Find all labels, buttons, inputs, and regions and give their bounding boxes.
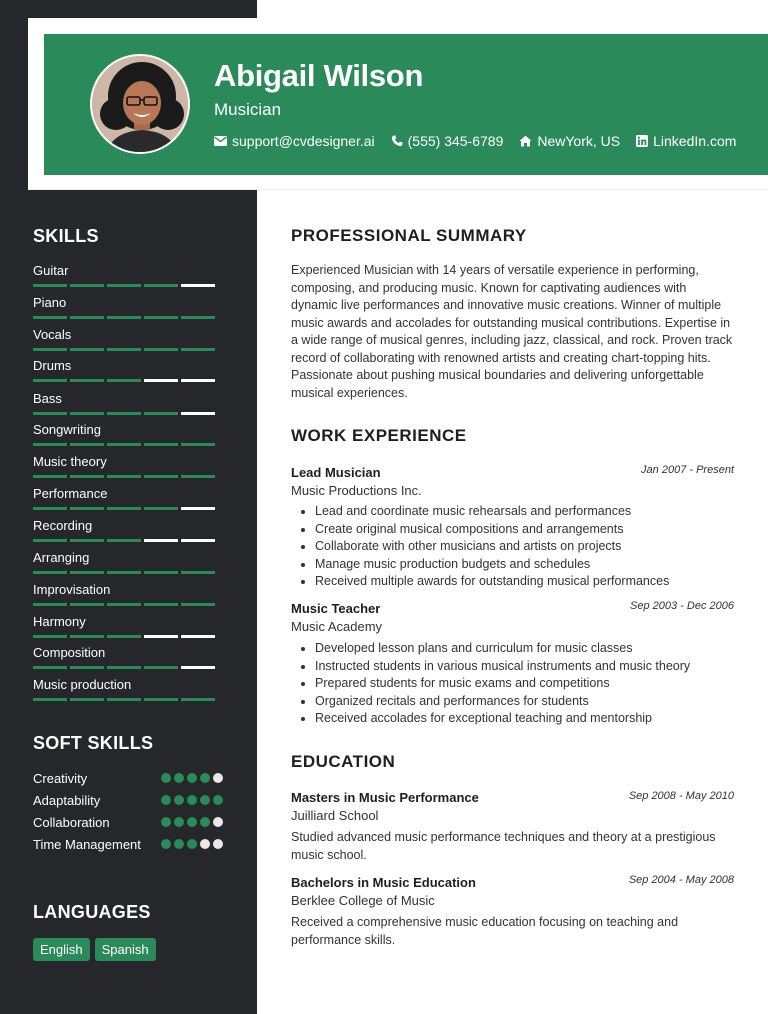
rating-dot-empty: [213, 817, 223, 827]
school-name: Juilliard School: [291, 808, 379, 823]
skill-bar-filled: [107, 475, 141, 478]
skill-bar-filled: [33, 443, 67, 446]
job-title: Music Teacher: [291, 601, 381, 616]
skill-item: [33, 645, 223, 669]
skill-bar-filled: [144, 316, 178, 319]
rating-dot-filled: [174, 817, 184, 827]
skill-bar-filled: [144, 603, 178, 606]
rating-dot-empty: [213, 773, 223, 783]
skill-bar-filled: [144, 698, 178, 701]
contact-linkedin[interactable]: [636, 133, 736, 149]
skill-name: Performance: [33, 486, 108, 501]
skill-bar-filled: [107, 316, 141, 319]
soft-skill-item: [33, 813, 223, 832]
rating-dot-filled: [213, 795, 223, 805]
skill-item: [33, 486, 223, 510]
skill-bar-filled: [181, 698, 215, 701]
rating-dot-filled: [200, 795, 210, 805]
skill-item: [33, 582, 223, 606]
skill-bar-filled: [33, 635, 67, 638]
rating-dot-filled: [187, 773, 197, 783]
skill-bar-filled: [70, 698, 104, 701]
skill-name: Composition: [33, 645, 106, 660]
skill-bar-filled: [33, 603, 67, 606]
soft-skill-item: [33, 769, 223, 788]
contact-email-text: support@cvdesigner.ai: [232, 133, 375, 149]
skill-item: [33, 550, 223, 574]
skill-bar-filled: [70, 603, 104, 606]
duty-item: Instructed students in various musical instruments and music theory: [315, 658, 745, 676]
skill-bar-filled: [70, 539, 104, 542]
skill-level-bar: [33, 635, 223, 638]
skill-bar-filled: [33, 539, 67, 542]
job-title: Lead Musician: [291, 465, 381, 480]
language-tag: Spanish: [95, 938, 156, 961]
skill-bar-filled: [107, 635, 141, 638]
skill-item: [33, 518, 223, 542]
linkedin-icon: [636, 135, 648, 147]
skill-bar-filled: [144, 666, 178, 669]
skill-level-bar: [33, 379, 223, 382]
contact-phone-text: (555) 345-6789: [407, 133, 504, 149]
skill-level-bar: [33, 666, 223, 669]
skill-item: [33, 422, 223, 446]
skill-item: [33, 263, 223, 287]
soft-skill-item: [33, 835, 223, 854]
skill-bar-filled: [181, 603, 215, 606]
skill-bar-filled: [181, 443, 215, 446]
job-dates: Jan 2007 - Present: [641, 464, 734, 476]
skill-bar-filled: [33, 412, 67, 415]
rating-dot-filled: [174, 795, 184, 805]
soft-skill-rating: [161, 795, 223, 805]
skill-bar-filled: [107, 571, 141, 574]
skill-bar-filled: [144, 284, 178, 287]
skill-level-bar: [33, 412, 223, 415]
portrait-illustration: [92, 56, 190, 154]
skill-level-bar: [33, 698, 223, 701]
skill-bar-filled: [33, 284, 67, 287]
skill-bar-filled: [70, 475, 104, 478]
skill-item: [33, 391, 223, 415]
skill-bar-empty: [144, 379, 178, 382]
degree-title: Bachelors in Music Education: [291, 875, 476, 890]
skill-name: Arranging: [33, 550, 90, 565]
skill-item: [33, 295, 223, 319]
skill-level-bar: [33, 348, 223, 351]
rating-dot-filled: [187, 795, 197, 805]
skill-bar-filled: [70, 571, 104, 574]
skill-bar-filled: [70, 348, 104, 351]
skill-level-bar: [33, 539, 223, 542]
soft-skill-item: [33, 791, 223, 810]
skill-bar-filled: [33, 379, 67, 382]
contact-location: [519, 133, 620, 149]
rating-dot-filled: [174, 773, 184, 783]
home-icon: [519, 135, 532, 147]
skill-bar-filled: [144, 443, 178, 446]
envelope-icon: [214, 136, 227, 146]
skill-bar-empty: [181, 507, 215, 510]
skill-bar-filled: [70, 284, 104, 287]
contact-bar: [214, 133, 736, 149]
duty-item: Received multiple awards for outstanding musical performances: [315, 573, 745, 591]
job-organization: Music Productions Inc.: [291, 483, 422, 498]
contact-location-text: NewYork, US: [537, 133, 621, 149]
skill-bar-filled: [33, 316, 67, 319]
skill-name: Vocals: [33, 327, 72, 342]
duty-item: Prepared students for music exams and competitions: [315, 675, 745, 693]
skill-bar-empty: [181, 379, 215, 382]
skill-bar-filled: [107, 379, 141, 382]
soft-skill-name: Time Management: [33, 837, 141, 852]
skill-bar-filled: [70, 443, 104, 446]
rating-dot-filled: [187, 817, 197, 827]
skill-bar-filled: [33, 348, 67, 351]
language-tag: English: [33, 938, 90, 961]
skill-bar-filled: [181, 571, 215, 574]
skill-level-bar: [33, 603, 223, 606]
duty-item: Developed lesson plans and curriculum for music classes: [315, 640, 745, 658]
rating-dot-empty: [200, 839, 210, 849]
skill-item: [33, 358, 223, 382]
skill-name: Recording: [33, 518, 93, 533]
skill-level-bar: [33, 316, 223, 319]
skill-name: Harmony: [33, 614, 86, 629]
skill-bar-filled: [70, 316, 104, 319]
profile-photo: [90, 54, 190, 154]
summary-text: Experienced Musician with 14 years of versatile experience in performing, composing, and producing music. Known for captivating audiences with dynamic live performances and innovative music creations. Winner of multiple music awards and accolades for outstanding musical contributions. Expertise in a wide range of musical genres, including jazz, classical, and rock. Proven track record of collaborating with renowned artists and creating chart-topping hits. Passionate about pushing musical boundaries and delivering unforgettable musical experiences.: [291, 263, 733, 400]
soft-skill-name: Collaboration: [33, 815, 110, 830]
skill-item: [33, 327, 223, 351]
skill-level-bar: [33, 284, 223, 287]
candidate-name: Abigail Wilson: [214, 58, 424, 93]
skill-bar-filled: [70, 666, 104, 669]
candidate-role: Musician: [214, 100, 282, 119]
languages-heading: LANGUAGES: [33, 902, 151, 922]
skill-bar-filled: [144, 507, 178, 510]
duty-item: Collaborate with other musicians and artists on projects: [315, 538, 745, 556]
skill-bar-filled: [70, 412, 104, 415]
job-dates: Sep 2003 - Dec 2006: [630, 600, 734, 612]
contact-email[interactable]: [214, 133, 375, 149]
skill-bar-empty: [181, 412, 215, 415]
skill-name: Bass: [33, 391, 62, 406]
skill-bar-filled: [181, 475, 215, 478]
skill-bar-filled: [107, 603, 141, 606]
skill-bar-filled: [70, 507, 104, 510]
skill-bar-filled: [144, 571, 178, 574]
skill-level-bar: [33, 507, 223, 510]
soft-skills-heading: SOFT SKILLS: [33, 733, 154, 753]
skill-bar-filled: [107, 666, 141, 669]
skill-item: [33, 614, 223, 638]
contact-phone[interactable]: [391, 133, 504, 149]
job-duties: [315, 503, 745, 591]
school-name: Berklee College of Music: [291, 893, 435, 908]
skill-bar-filled: [33, 666, 67, 669]
skill-bar-empty: [181, 635, 215, 638]
skill-level-bar: [33, 443, 223, 446]
skill-bar-empty: [181, 539, 215, 542]
skill-bar-filled: [70, 635, 104, 638]
education-description: Received a comprehensive music education focusing on teaching and performance skills.: [291, 915, 679, 947]
rating-dot-filled: [187, 839, 197, 849]
duty-item: Create original musical compositions and arrangements: [315, 521, 745, 539]
skill-bar-filled: [181, 316, 215, 319]
skill-level-bar: [33, 571, 223, 574]
skill-bar-filled: [107, 348, 141, 351]
summary-heading: PROFESSIONAL SUMMARY: [291, 226, 527, 245]
job-organization: Music Academy: [291, 619, 383, 634]
rating-dot-filled: [161, 773, 171, 783]
header-banner: [44, 34, 768, 175]
duty-item: Manage music production budgets and schedules: [315, 556, 745, 574]
skills-heading: SKILLS: [33, 226, 99, 246]
skill-bar-empty: [144, 635, 178, 638]
skill-item: [33, 454, 223, 478]
skill-name: Songwriting: [33, 422, 101, 437]
phone-icon: [391, 135, 403, 147]
skill-bar-filled: [107, 698, 141, 701]
education-dates: Sep 2004 - May 2008: [628, 874, 734, 886]
skill-bar-filled: [70, 379, 104, 382]
skill-bar-filled: [107, 412, 141, 415]
skill-bar-filled: [144, 348, 178, 351]
skill-bar-filled: [107, 443, 141, 446]
skill-bar-empty: [144, 539, 178, 542]
rating-dot-filled: [200, 817, 210, 827]
skill-bar-filled: [181, 348, 215, 351]
skill-bar-empty: [181, 284, 215, 287]
skill-name: Music theory: [33, 454, 107, 469]
skill-bar-filled: [107, 507, 141, 510]
rating-dot-empty: [213, 839, 223, 849]
skill-bar-filled: [33, 507, 67, 510]
soft-skill-rating: [161, 839, 223, 849]
job-duties: [315, 640, 745, 728]
skill-name: Drums: [33, 358, 72, 373]
duty-item: Lead and coordinate music rehearsals and performances: [315, 503, 745, 521]
duty-item: Received accolades for exceptional teaching and mentorship: [315, 710, 745, 728]
education-dates: Sep 2008 - May 2010: [628, 790, 734, 802]
skill-bar-empty: [181, 666, 215, 669]
rating-dot-filled: [200, 773, 210, 783]
rating-dot-filled: [161, 839, 171, 849]
rating-dot-filled: [174, 839, 184, 849]
skill-name: Guitar: [33, 263, 69, 278]
soft-skill-name: Adaptability: [33, 793, 101, 808]
rating-dot-filled: [161, 817, 171, 827]
skill-bar-filled: [33, 475, 67, 478]
skill-bar-filled: [107, 284, 141, 287]
skill-name: Improvisation: [33, 582, 111, 597]
skill-level-bar: [33, 475, 223, 478]
skill-name: Piano: [33, 295, 67, 310]
duty-item: Organized recitals and performances for students: [315, 693, 745, 711]
skill-bar-filled: [33, 571, 67, 574]
contact-linkedin-text: LinkedIn.com: [653, 133, 737, 149]
skill-bar-filled: [144, 475, 178, 478]
language-list: [33, 938, 156, 961]
skill-bar-filled: [144, 412, 178, 415]
skill-name: Music production: [33, 677, 132, 692]
rating-dot-filled: [161, 795, 171, 805]
soft-skill-name: Creativity: [33, 771, 88, 786]
skill-bar-filled: [33, 698, 67, 701]
soft-skill-rating: [161, 817, 223, 827]
experience-heading: WORK EXPERIENCE: [291, 426, 467, 445]
degree-title: Masters in Music Performance: [291, 790, 479, 805]
skill-bar-filled: [107, 539, 141, 542]
soft-skill-rating: [161, 773, 223, 783]
education-description: Studied advanced music performance techniques and theory at a prestigious music school.: [291, 830, 716, 862]
education-heading: EDUCATION: [291, 752, 396, 771]
skill-item: [33, 677, 223, 701]
